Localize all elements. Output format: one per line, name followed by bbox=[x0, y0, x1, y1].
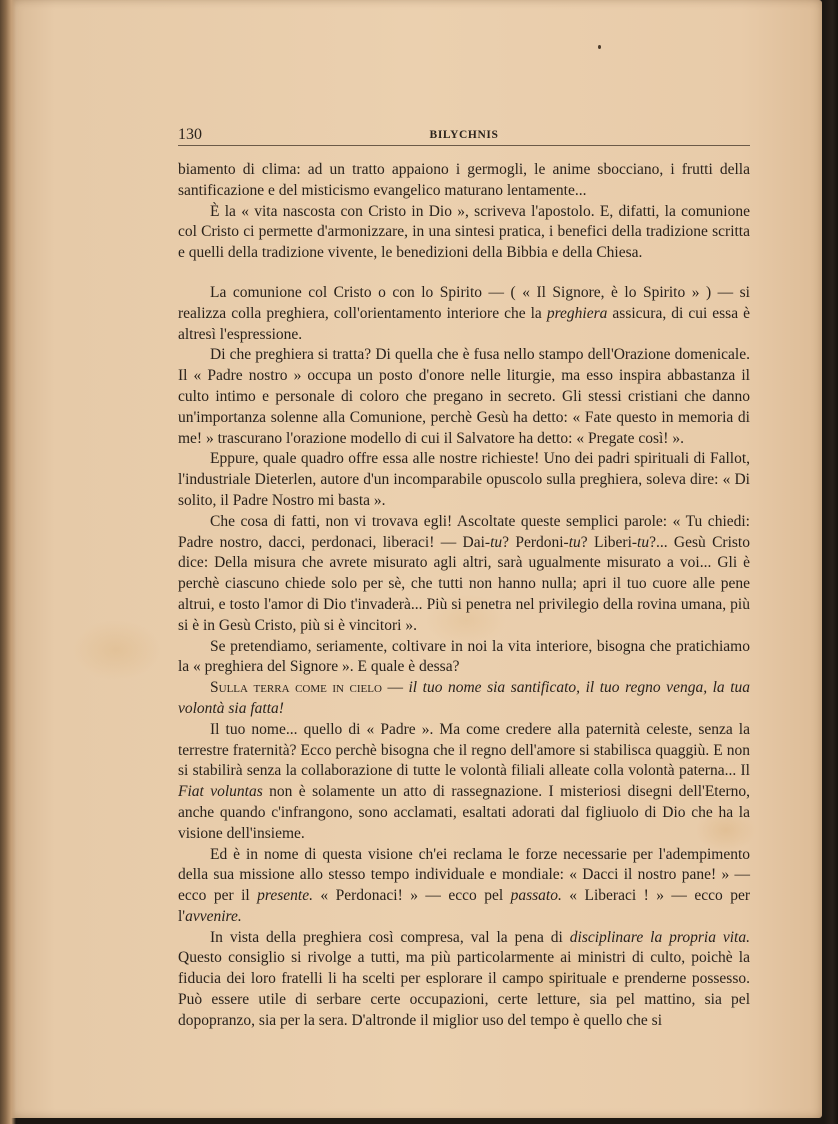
italic-text: preghiera bbox=[546, 304, 608, 322]
paragraph bbox=[178, 928, 750, 1032]
paragraph bbox=[178, 283, 750, 345]
italic-text: tu bbox=[637, 533, 650, 551]
text-run: ? Perdoni- bbox=[502, 533, 569, 551]
italic-text: il tuo nome sia santificato, il tuo regno venga, la tua volontà sia fatta! bbox=[178, 679, 751, 717]
text-run: « Liberaci ! » — ecco per l' bbox=[178, 887, 750, 925]
paragraph bbox=[178, 678, 750, 720]
text-run: In vista della preghiera così compresa, val la pena di bbox=[210, 928, 570, 946]
text-run: Il tuo nome... quello di « Padre ». Ma come credere alla paternità celeste, senza la terrestre fraternità? Ecco perchè bisogna che il regno dell'amore si stabilisca quaggiù. E non si stabilirà senza la collaborazione di tutte le volontà filiali alleate colla volontà paterna... Il bbox=[178, 720, 750, 780]
text-run: assicura, di cui essa è altresì l'espressione. bbox=[178, 304, 750, 343]
body-text bbox=[178, 160, 750, 1032]
page-header bbox=[178, 126, 750, 146]
italic-text: tu bbox=[568, 533, 581, 551]
text-run: ? Liberi- bbox=[580, 533, 638, 551]
text-run: « Perdonaci! » — ecco pel bbox=[312, 887, 511, 905]
paragraph: Eppure, quale quadro offre essa alle nostre richieste! Uno dei padri spirituali di Fallot, l'industriale Dieterlen, autore d'un incomparabile opuscolo sulla preghiera, soleva dire: « Di solito, il Padre Nostro mi basta ». bbox=[178, 450, 750, 509]
text-run: Ed è in nome di questa visione ch'ei reclama le forze necessarie per l'adempimento della sua missione allo stesso tempo individuale e mondiale: « Dacci il nostro pane! » — ecco per il bbox=[178, 845, 750, 905]
paragraph: biamento di clima: ad un tratto appaiono i germogli, le anime sbocciano, i frutti della santificazione e del misticismo evangelico maturano lentamente... bbox=[178, 161, 750, 199]
italic-text: disciplinare la propria vita. bbox=[569, 928, 750, 946]
page-number: 130 bbox=[178, 126, 202, 143]
ink-speck bbox=[598, 45, 601, 49]
small-caps-heading: Sulla terra come in cielo bbox=[210, 679, 382, 697]
text-run: — bbox=[381, 679, 409, 697]
header-rule bbox=[178, 145, 750, 146]
italic-text: avvenire. bbox=[185, 907, 242, 925]
page-edge-shadow bbox=[824, 0, 838, 1124]
paragraph bbox=[178, 845, 750, 928]
paragraph: Se pretendiamo, seriamente, coltivare in noi la vita interiore, bisogna che pratichiamo la « preghiera del Signore ». E quale è dessa? bbox=[178, 637, 750, 676]
italic-text: presente. bbox=[257, 887, 313, 905]
paragraph bbox=[178, 720, 750, 845]
italic-text: Fiat voluntas bbox=[178, 783, 263, 801]
book-binding-edge bbox=[0, 0, 16, 1124]
text-run: Che cosa di fatti, non vi trovava egli! Ascoltate queste semplici parole: « Tu chiedi: Padre nostro, dacci, perdonaci, liberaci! — Dai- bbox=[178, 512, 750, 551]
text-run: Questo consiglio si rivolge a tutti, ma più particolarmente ai ministri di culto, poichè la fiducia dei loro fratelli li ha scelti per esplorare il campo spirituale e prenderne possesso. Può essere utile di serbare certe occupazioni, certe letture, sia pel mattino, sia pel dopopranzo, sia per la sera. D'altronde il miglior uso del tempo è quello che si bbox=[178, 949, 750, 1029]
paragraph: Di che preghiera si tratta? Di quella che è fusa nello stampo dell'Orazione domenicale. Il « Padre nostro » occupa un posto d'onore nelle liturgie, ma esso inspira abbastanza il culto intimo e personale di coloro che pregano in secreto. Gli stessi cristiani che danno un'importanza solenne alla Comunione, perchè Gesù ha detto: « Fate questo in memoria di me! » trascurano l'orazione modello di cui il Salvatore ha detto: « Pregate così! ». bbox=[178, 346, 750, 447]
italic-text: passato. bbox=[510, 887, 562, 905]
text-run: non è solamente un atto di rassegnazione. I misteriosi disegni dell'Eterno, anche quando c'infrangono, sono acclamati, esaltati adorati dal figliuolo di Dio che ha la visione dell'insieme. bbox=[178, 783, 751, 842]
italic-text: tu bbox=[490, 533, 503, 551]
paragraph: È la « vita nascosta con Cristo in Dio », scriveva l'apostolo. E, difatti, la comunione col Cristo ci permette d'armonizzare, in una sintesi pratica, i benefici della tradizione scritta e quelli della tradizione vivente, le benedizioni della Bibbia e della Chiesa. bbox=[178, 202, 750, 262]
paper-page bbox=[6, 0, 822, 1118]
text-run: ?... Gesù Cristo dice: Della misura che avrete misurato agli altri, sarà ugualmente misurato a voi... Gli è perchè ciascuno chiede solo per sè, che tutti non hanno nulla; apri il tuo cuore alle pene altrui, e tosto l'amor di Dio t'invaderà... Più si penetra nel privilegio della rovina umana, più si è in Gesù Cristo, più si è vincitori ». bbox=[178, 533, 750, 634]
paragraph bbox=[178, 512, 750, 637]
running-title: BILYCHNIS bbox=[429, 129, 499, 141]
text-run: La comunione col Cristo o con lo Spirito — ( « Il Signore, è lo Spirito » ) — si realizza colla preghiera, coll'orientamento interiore che la bbox=[178, 283, 750, 322]
